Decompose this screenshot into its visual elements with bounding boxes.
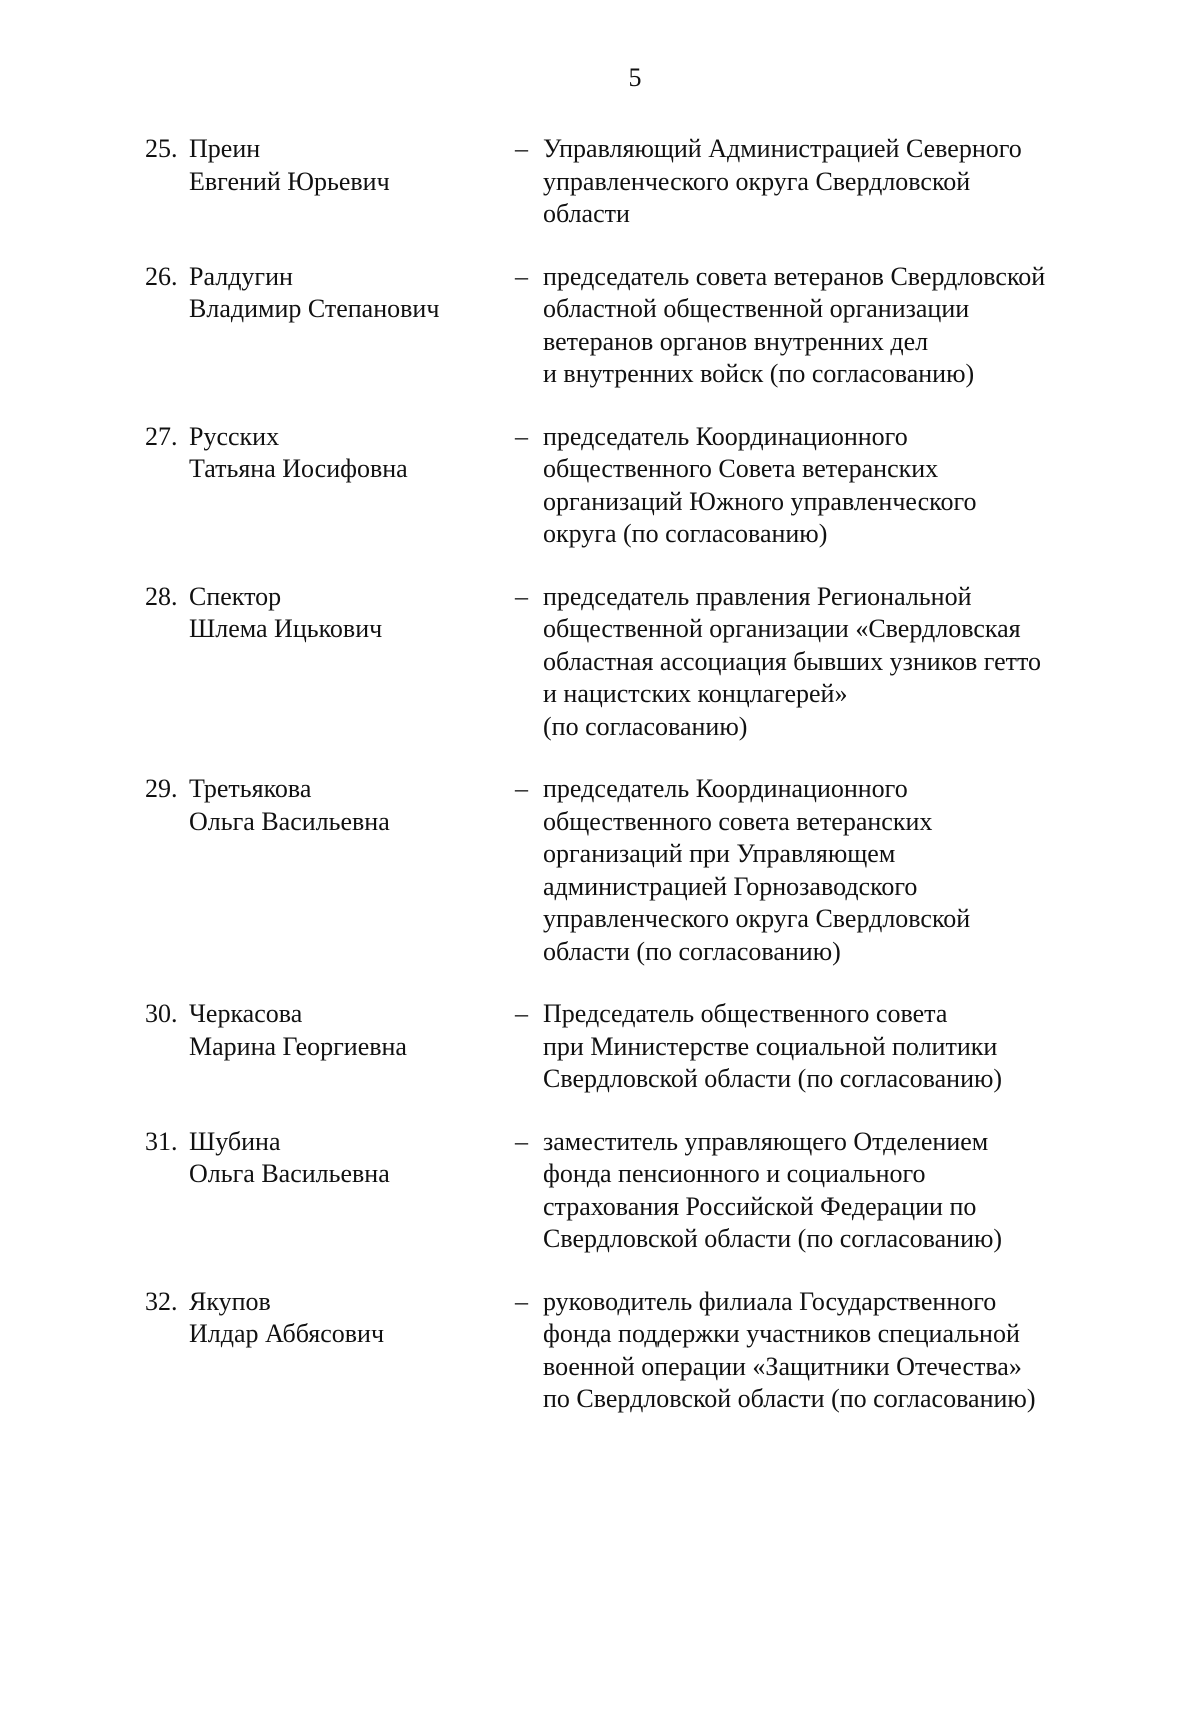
position-line: фонда поддержки участников специальной [543, 1319, 1020, 1348]
position-line: (по согласованию) [543, 711, 748, 741]
item-number: 27. [145, 421, 178, 451]
item-number: 30. [145, 999, 178, 1028]
item-number: 29. [145, 774, 178, 803]
member-given-name: Татьяна Иосифовна [189, 454, 408, 483]
separator-dash: – [515, 134, 528, 163]
position-line: области (по согласованию) [543, 936, 841, 966]
position-line: руководитель филиала Государственного [543, 1286, 997, 1316]
position-line: областная ассоциация бывших узников гетто [543, 646, 1042, 676]
separator-dash: – [515, 774, 528, 803]
item-number: 32. [145, 1286, 178, 1316]
position-line: управленческого округа Свердловской [543, 166, 971, 196]
position-line: председатель совета ветеранов Свердловской [543, 261, 1046, 291]
member-position [543, 261, 1103, 391]
list-item [0, 581, 1200, 744]
member-position [543, 421, 1103, 551]
position-line: председатель правления Региональной [543, 581, 972, 611]
list-item [0, 133, 1200, 231]
separator-dash: – [515, 581, 528, 611]
member-position [543, 581, 1103, 744]
position-line: и внутренних войск (по согласованию) [543, 359, 975, 388]
position-line: председатель Координационного [543, 421, 908, 451]
member-position [543, 133, 1103, 231]
position-line: организаций при Управляющем [543, 839, 896, 868]
member-name [145, 1126, 485, 1191]
position-line: при Министерстве социальной политики [543, 1031, 998, 1061]
position-line: Председатель общественного совета [543, 999, 948, 1028]
list-item [0, 421, 1200, 551]
member-name [145, 261, 485, 326]
position-line: ветеранов органов внутренних дел [543, 326, 929, 356]
member-given-name: Евгений Юрьевич [189, 166, 390, 196]
member-surname: Третьякова [189, 774, 312, 803]
position-line: области [543, 199, 630, 228]
separator-dash: – [515, 1126, 528, 1156]
member-position [543, 1286, 1103, 1416]
position-line: Управляющий Администрацией Северного [543, 134, 1022, 163]
position-line: по Свердловской области (по согласованию) [543, 1384, 1036, 1413]
member-name [145, 1286, 485, 1351]
position-line: Свердловской области (по согласованию) [543, 1224, 1003, 1253]
member-given-name: Илдар Аббясович [189, 1319, 385, 1348]
position-line: управленческого округа Свердловской [543, 904, 971, 933]
separator-dash: – [515, 261, 528, 291]
separator-dash: – [515, 999, 528, 1028]
position-line: общественного Совета ветеранских [543, 454, 939, 483]
member-surname: Черкасова [189, 999, 303, 1028]
position-line: областной общественной организации [543, 294, 970, 323]
position-line: военной операции «Защитники Отечества» [543, 1351, 1022, 1381]
position-line: организаций Южного управленческого [543, 486, 977, 516]
separator-dash: – [515, 421, 528, 451]
list-item [0, 1286, 1200, 1416]
member-given-name: Марина Георгиевна [189, 1031, 407, 1061]
position-line: заместитель управляющего Отделением [543, 1126, 989, 1156]
position-line: Свердловской области (по согласованию) [543, 1064, 1003, 1093]
member-position [543, 773, 1103, 968]
member-surname: Якупов [189, 1286, 271, 1316]
item-number: 25. [145, 134, 178, 163]
member-surname: Шубина [189, 1126, 281, 1156]
list-item [0, 773, 1200, 968]
position-line: округа (по согласованию) [543, 519, 828, 548]
page-number: 5 [628, 63, 642, 92]
member-list [0, 133, 1200, 1416]
item-number: 26. [145, 261, 178, 291]
list-item [0, 998, 1200, 1096]
member-name [145, 773, 485, 838]
member-given-name: Шлема Ицькович [189, 614, 383, 643]
position-line: общественного совета ветеранских [543, 806, 933, 836]
position-line: страхования Российской Федерации по [543, 1191, 977, 1221]
member-name [145, 581, 485, 646]
list-item [0, 1126, 1200, 1256]
member-name [145, 133, 485, 198]
member-surname: Русских [189, 421, 280, 451]
member-surname: Преин [189, 134, 261, 163]
position-line: и нацистских концлагерей» [543, 679, 848, 708]
position-line: администрацией Горнозаводского [543, 871, 918, 901]
separator-dash: – [515, 1286, 528, 1316]
member-position [543, 1126, 1103, 1256]
member-name [145, 998, 485, 1063]
position-line: председатель Координационного [543, 774, 908, 803]
member-given-name: Ольга Васильевна [189, 1159, 390, 1188]
member-given-name: Владимир Степанович [189, 294, 440, 323]
item-number: 28. [145, 581, 178, 611]
list-item [0, 261, 1200, 391]
item-number: 31. [145, 1126, 178, 1156]
position-line: фонда пенсионного и социального [543, 1159, 926, 1188]
member-surname: Ралдугин [189, 261, 293, 291]
member-given-name: Ольга Васильевна [189, 806, 390, 836]
member-position [543, 998, 1103, 1096]
member-name [145, 421, 485, 486]
member-surname: Спектор [189, 581, 282, 611]
position-line: общественной организации «Свердловская [543, 614, 1021, 643]
